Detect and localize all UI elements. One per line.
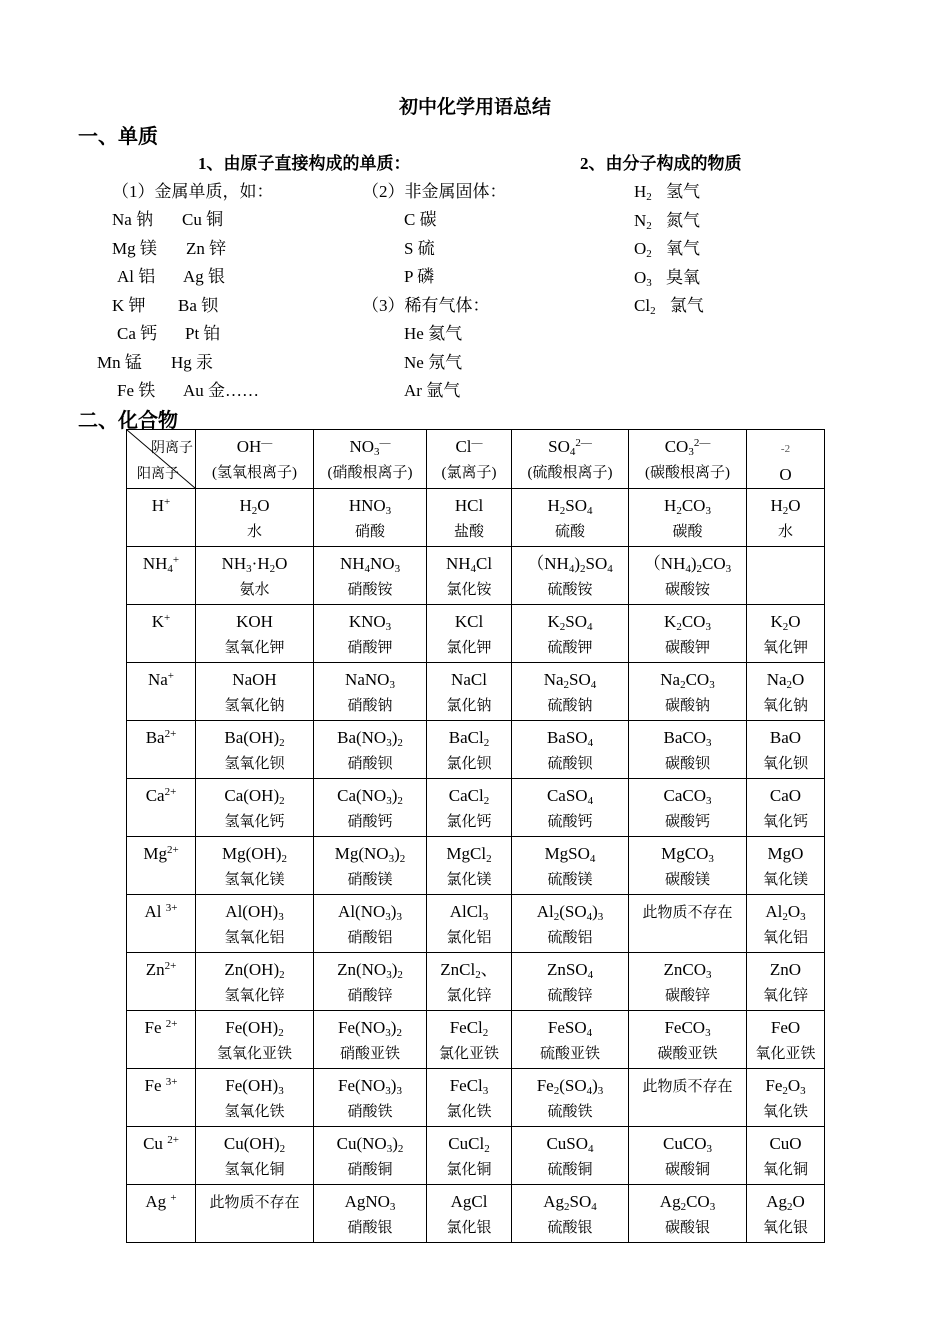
anion-header: $SO_4^{2—}$ (硫酸根离子) bbox=[512, 430, 629, 489]
compound-cell: CuCl$_2$ 氯化铜 bbox=[427, 1127, 512, 1185]
compound-cell: CuSO$_4$ 硫酸铜 bbox=[512, 1127, 629, 1185]
compound-cell: AlCl$_3$ 氯化铝 bbox=[427, 895, 512, 953]
noble-gas-item: Ne 氖气 bbox=[404, 352, 463, 372]
cation-cell: K+ bbox=[127, 605, 196, 663]
cation-cell: $Zn^{2+}$ bbox=[127, 953, 196, 1011]
cation-cell: Fe $^{2+}$ bbox=[127, 1011, 196, 1069]
compound-cell: $Fe_2(SO_4)_3$ 硫酸铁 bbox=[512, 1069, 629, 1127]
compound-cell: BaCl$_2$ 氯化钡 bbox=[427, 721, 512, 779]
nonmetal-item: S 硫 bbox=[404, 238, 435, 258]
noble-gas-item: He 氦气 bbox=[404, 324, 463, 343]
cation-cell: Al $^{3+}$ bbox=[127, 895, 196, 953]
compound-cell: $Ba(OH)_2$ 氢氧化钡 bbox=[196, 721, 314, 779]
compound-cell: FeO 氧化亚铁 bbox=[747, 1011, 825, 1069]
nonmetal-label: （2）非金属固体： bbox=[362, 182, 507, 201]
compound-cell: $Zn(NO_3)_2$ 硝酸锌 bbox=[314, 953, 427, 1011]
compound-cell: AgNO$_3$ 硝酸银 bbox=[314, 1185, 427, 1243]
compound-cell: BaSO$_4$ 硫酸钡 bbox=[512, 721, 629, 779]
metal-symbol: Au 金…… bbox=[183, 381, 260, 400]
molecule-item: $O_3$ 臭氧 bbox=[634, 267, 701, 289]
table-row bbox=[127, 1069, 825, 1127]
cation-header-label: 阳离子 bbox=[137, 467, 179, 482]
compound-cell: $H_2SO_4$ 硫酸 bbox=[512, 489, 629, 547]
subheading-atomic: 1、由原子直接构成的单质： bbox=[198, 154, 411, 173]
compound-cell: ZnSO$_4$ 硫酸锌 bbox=[512, 953, 629, 1011]
table-row bbox=[127, 1127, 825, 1185]
compound-cell: $H_2CO_3$ 碳酸 bbox=[629, 489, 747, 547]
anion-header-label: 阴离子 bbox=[151, 441, 193, 456]
cation-cell: Fe $^{3+}$ bbox=[127, 1069, 196, 1127]
compound-cell: $Ba(NO_3)_2$ 硝酸钡 bbox=[314, 721, 427, 779]
compound-cell: $Fe(NO_3)_3$ 硝酸铁 bbox=[314, 1069, 427, 1127]
compound-cell: $NH_3\cdot H_2O$ 氨水 bbox=[196, 547, 314, 605]
compound-cell: $(NH_4)_2SO_4$ 硫酸铵 bbox=[512, 547, 629, 605]
nonmetal-item: P 磷 bbox=[404, 267, 435, 286]
table-row bbox=[127, 1011, 825, 1069]
compound-cell: $Fe(OH)_3$ 氢氧化铁 bbox=[196, 1069, 314, 1127]
compound-cell: $Na_2CO_3$ 碳酸钠 bbox=[629, 663, 747, 721]
compound-cell: CaCO$_3$ 碳酸钙 bbox=[629, 779, 747, 837]
table-row bbox=[127, 721, 825, 779]
metal-symbol: Ag 银 bbox=[183, 267, 226, 286]
compound-cell: 此物质不存在 bbox=[629, 1069, 747, 1127]
compound-cell: CaO 氧化钙 bbox=[747, 779, 825, 837]
cation-cell: $Ca^{2+}$ bbox=[127, 779, 196, 837]
section-heading-elements: 一、单质 bbox=[78, 126, 158, 148]
molecule-item: $Cl_2$ 氯气 bbox=[634, 296, 704, 317]
compound-cell: FeCl$_3$ 氯化铁 bbox=[427, 1069, 512, 1127]
subheading-molecular: 2、由分子构成的物质 bbox=[580, 154, 742, 173]
anion-header: OH— (氢氧根离子) bbox=[196, 430, 314, 489]
compound-cell: FeCO$_3$ 碳酸亚铁 bbox=[629, 1011, 747, 1069]
compound-cell: $Fe_2O_3$ 氧化铁 bbox=[747, 1069, 825, 1127]
metal-symbol: Ca 钙 bbox=[117, 324, 158, 343]
compound-cell: ZnO 氧化锌 bbox=[747, 953, 825, 1011]
page-title: 初中化学用语总结 bbox=[398, 97, 551, 118]
metal-symbol: Al 铝 bbox=[117, 267, 156, 286]
table-row bbox=[127, 1185, 825, 1243]
molecule-item: $O_2$ 氧气 bbox=[634, 239, 701, 260]
compound-cell: $Ag_2CO_3$ 碳酸银 bbox=[629, 1185, 747, 1243]
cation-cell: Cu $^{2+}$ bbox=[127, 1127, 196, 1185]
metal-label: （1）金属单质，如： bbox=[112, 182, 274, 201]
metal-symbol: K 钾 bbox=[112, 295, 146, 315]
corner-cell bbox=[127, 430, 196, 489]
cation-cell: Ag + bbox=[127, 1185, 196, 1243]
cation-cell: $NH_4^+$ bbox=[127, 547, 196, 605]
compound-cell: NaNO$_3$ 硝酸钠 bbox=[314, 663, 427, 721]
compound-cell: $Mg(OH)_2$ 氢氧化镁 bbox=[196, 837, 314, 895]
compound-cell: NaCl 氯化钠 bbox=[427, 663, 512, 721]
compound-cell: KOH 氢氧化钾 bbox=[196, 605, 314, 663]
table-row bbox=[127, 663, 825, 721]
compound-cell: $Al_2O_3$ 氧化铝 bbox=[747, 895, 825, 953]
compound-cell: $NH_4Cl$ 氯化铵 bbox=[427, 547, 512, 605]
metal-symbol: Cu 铜 bbox=[182, 210, 224, 229]
compound-cell: KCl 氯化钾 bbox=[427, 605, 512, 663]
compound-cell: $(NH_4)_2CO_3$ 碳酸铵 bbox=[629, 547, 747, 605]
table-row bbox=[127, 837, 825, 895]
compound-cell: MgCl$_2$ 氯化镁 bbox=[427, 837, 512, 895]
compound-cell: MgSO$_4$ 硫酸镁 bbox=[512, 837, 629, 895]
compound-cell: AgCl 氯化银 bbox=[427, 1185, 512, 1243]
compound-cell: NaOH 氢氧化钠 bbox=[196, 663, 314, 721]
compound-cell: $Na_2O$ 氧化钠 bbox=[747, 663, 825, 721]
compound-cell: FeCl$_2$ 氯化亚铁 bbox=[427, 1011, 512, 1069]
table-row bbox=[127, 953, 825, 1011]
compound-cell: MgO 氧化镁 bbox=[747, 837, 825, 895]
compound-cell: BaO 氧化钡 bbox=[747, 721, 825, 779]
anion-header: Cl— (氯离子) bbox=[427, 430, 512, 489]
cation-cell: Na+ bbox=[127, 663, 196, 721]
anion-header: $NO_3^—$ (硝酸根离子) bbox=[314, 430, 427, 489]
compound-cell: CaSO$_4$ 硫酸钙 bbox=[512, 779, 629, 837]
section-heading-compounds: 二、化合物 bbox=[78, 410, 178, 432]
compound-cell: HCl 盐酸 bbox=[427, 489, 512, 547]
compound-cell: $KNO_3$ 硝酸钾 bbox=[314, 605, 427, 663]
table-row bbox=[127, 895, 825, 953]
metal-symbol: Mg 镁 bbox=[112, 238, 157, 258]
compound-cell: $HNO_3$ 硝酸 bbox=[314, 489, 427, 547]
metal-symbol: Mn 锰 bbox=[97, 352, 142, 372]
metal-symbol: Ba 钡 bbox=[178, 295, 219, 315]
compound-cell bbox=[747, 547, 825, 605]
compound-cell: $K_2O$ 氧化钾 bbox=[747, 605, 825, 663]
cation-cell: H+ bbox=[127, 489, 196, 547]
metal-symbol: Hg 汞 bbox=[171, 352, 214, 372]
compound-cell: $Ca(NO_3)_2$ 硝酸钙 bbox=[314, 779, 427, 837]
compound-cell: CuO 氧化铜 bbox=[747, 1127, 825, 1185]
metal-symbol: Zn 锌 bbox=[186, 238, 227, 258]
compound-cell: $K_2CO_3$ 碳酸钾 bbox=[629, 605, 747, 663]
compound-cell: $Zn(OH)_2$ 氢氧化锌 bbox=[196, 953, 314, 1011]
noble-label: （3）稀有气体： bbox=[362, 296, 490, 315]
compound-cell: $Al(NO_3)_3$ 硝酸铝 bbox=[314, 895, 427, 953]
compound-cell: CaCl$_2$ 氯化钙 bbox=[427, 779, 512, 837]
compound-cell: 此物质不存在 bbox=[629, 895, 747, 953]
anion-header: -2 O bbox=[747, 430, 825, 489]
compound-cell: $Mg(NO_3)_2$ 硝酸镁 bbox=[314, 837, 427, 895]
compound-cell: $Ca(OH)_2$ 氢氧化钙 bbox=[196, 779, 314, 837]
table-row bbox=[127, 779, 825, 837]
anion-header: $CO_3^{2—}$ (碳酸根离子) bbox=[629, 430, 747, 489]
table-row bbox=[127, 547, 825, 605]
compound-cell: ZnCl$_2$、 氯化锌 bbox=[427, 953, 512, 1011]
cation-cell: $Mg^{2+}$ bbox=[127, 837, 196, 895]
compound-cell: CuCO$_3$ 碳酸铜 bbox=[629, 1127, 747, 1185]
compound-cell: $Fe(NO_3)_2$ 硝酸亚铁 bbox=[314, 1011, 427, 1069]
compound-cell: $Ag_2SO_4$ 硫酸银 bbox=[512, 1185, 629, 1243]
compound-cell: $Al(OH)_3$ 氢氧化铝 bbox=[196, 895, 314, 953]
table-row bbox=[127, 489, 825, 547]
molecule-item: $H_2$ 氢气 bbox=[634, 182, 701, 203]
compound-cell: $Fe(OH)_2$ 氢氧化亚铁 bbox=[196, 1011, 314, 1069]
metal-symbol: Na 钠 bbox=[112, 210, 154, 229]
compound-cell: $Na_2SO_4$ 硫酸钠 bbox=[512, 663, 629, 721]
metal-symbol: Pt 铂 bbox=[185, 324, 221, 343]
noble-gas-item: Ar 氩气 bbox=[404, 381, 461, 400]
compound-cell: $Cu(OH)_2$ 氢氧化铜 bbox=[196, 1127, 314, 1185]
metal-symbol: Fe 铁 bbox=[117, 381, 156, 400]
table-row bbox=[127, 605, 825, 663]
compound-cell: $H_2O$ 水 bbox=[196, 489, 314, 547]
table-header-row bbox=[127, 430, 825, 489]
nonmetal-item: C 碳 bbox=[404, 210, 437, 229]
compound-cell: BaCO$_3$ 碳酸钡 bbox=[629, 721, 747, 779]
compound-cell: ZnCO$_3$ 碳酸锌 bbox=[629, 953, 747, 1011]
compound-cell: 此物质不存在 bbox=[196, 1185, 314, 1243]
compound-cell: FeSO$_4$ 硫酸亚铁 bbox=[512, 1011, 629, 1069]
molecule-item: $N_2$ 氮气 bbox=[634, 210, 701, 232]
compound-cell: $Cu(NO_3)_2$ 硝酸铜 bbox=[314, 1127, 427, 1185]
compound-cell: $Al_2(SO_4)_3$ 硫酸铝 bbox=[512, 895, 629, 953]
cation-cell: $Ba^{2+}$ bbox=[127, 721, 196, 779]
compound-cell: $NH_4NO_3$ 硝酸铵 bbox=[314, 547, 427, 605]
compound-cell: $Ag_2O$ 氧化银 bbox=[747, 1185, 825, 1243]
compound-cell: $H_2O$ 水 bbox=[747, 489, 825, 547]
compound-cell: $K_2SO_4$ 硫酸钾 bbox=[512, 605, 629, 663]
compound-cell: MgCO$_3$ 碳酸镁 bbox=[629, 837, 747, 895]
compound-table bbox=[126, 429, 825, 1243]
